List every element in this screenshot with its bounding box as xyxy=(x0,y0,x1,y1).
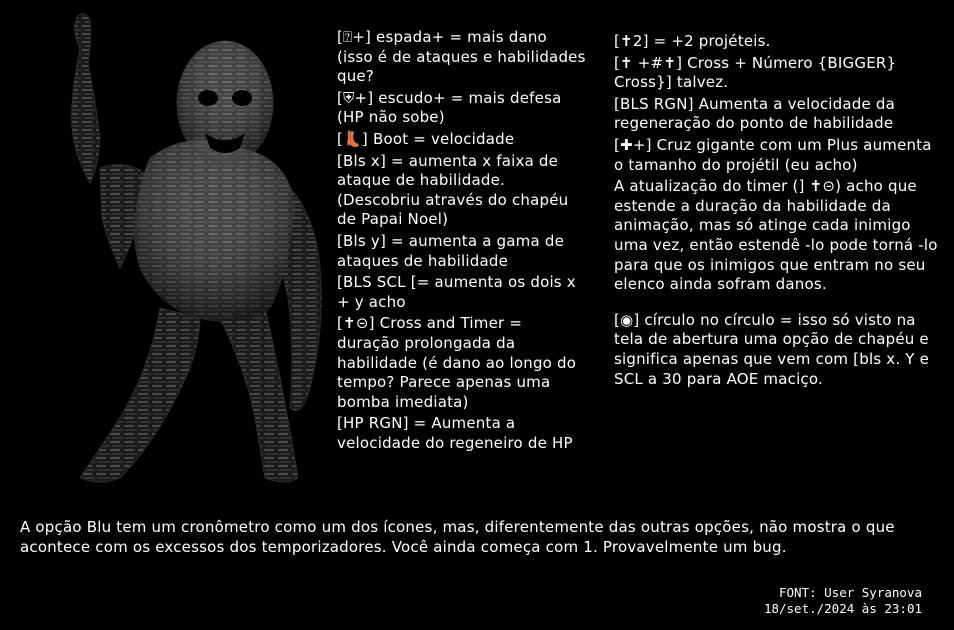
credit-date: 18/set./2024 às 23:01 xyxy=(763,601,922,616)
note-cross-2: [✝2] = +2 projéteis. xyxy=(614,32,771,50)
note-boot: [👢] Boot = velocidade xyxy=(337,129,515,148)
note-bls-rgn: [BLS RGN] Aumenta a velocidade da regeneração do ponto de habilidade xyxy=(614,94,896,133)
right-notes-column xyxy=(614,32,944,391)
note-sword: [⍰+] espada+ = mais dano (isso é de ataques e habilidades que? xyxy=(337,28,586,86)
credit-block xyxy=(764,585,922,617)
note-circle: [◉] círculo no círculo = isso só visto na tela de abertura uma opção de chapéu e significa apenas que vem com [bls x. Y e SCL a 30 para AOE maciço. xyxy=(614,310,930,388)
zombie-figure-illustration xyxy=(40,8,340,498)
bottom-note: A opção Blu tem um cronômetro como um dos ícones, mas, diferentemente das outras opções, não mostra o que acontece com os excessos dos temporizadores. Você ainda começa com 1. Provavelmente um bug. xyxy=(20,518,895,556)
note-bls-y: [Bls y] = aumenta a gama de ataques de habilidade xyxy=(337,231,565,270)
note-bls-x: [Bls x] = aumenta x faixa de ataque de habilidade. (Descobriu através do chapéu de Papai Noel) xyxy=(337,151,569,229)
note-giant-cross: [✚+] Cruz gigante com um Plus aumenta o tamanho do projétil (eu acho) xyxy=(614,135,932,174)
note-hp-rgn: [HP RGN] = Aumenta a velocidade do regeneiro de HP xyxy=(337,414,573,452)
note-timer-update: A atualização do timer (] ✝⊝) acho que estende a duração da habilidade da animação, mas só atinge cada inimigo uma vez, então estendê -lo pode torná -lo para que os inimigos que entram no seu elenco ainda sofram danos. xyxy=(614,177,938,294)
note-shield: [⛨+] escudo+ = mais defesa (HP não sobe) xyxy=(337,88,562,127)
credit-font: FONT: User Syranova xyxy=(779,585,922,600)
note-cross-number: [✝ +#✝] Cross + Número {BIGGER} Cross}] talvez. xyxy=(614,53,897,92)
left-notes-column xyxy=(337,28,587,455)
note-bls-scl: [BLS SCL [= aumenta os dois x + y acho xyxy=(337,273,576,311)
note-cross-timer: [✝⊝] Cross and Timer = duração prolongada da habilidade (é dano ao longo do tempo? Parece apenas uma bomba imediata) xyxy=(337,314,577,411)
